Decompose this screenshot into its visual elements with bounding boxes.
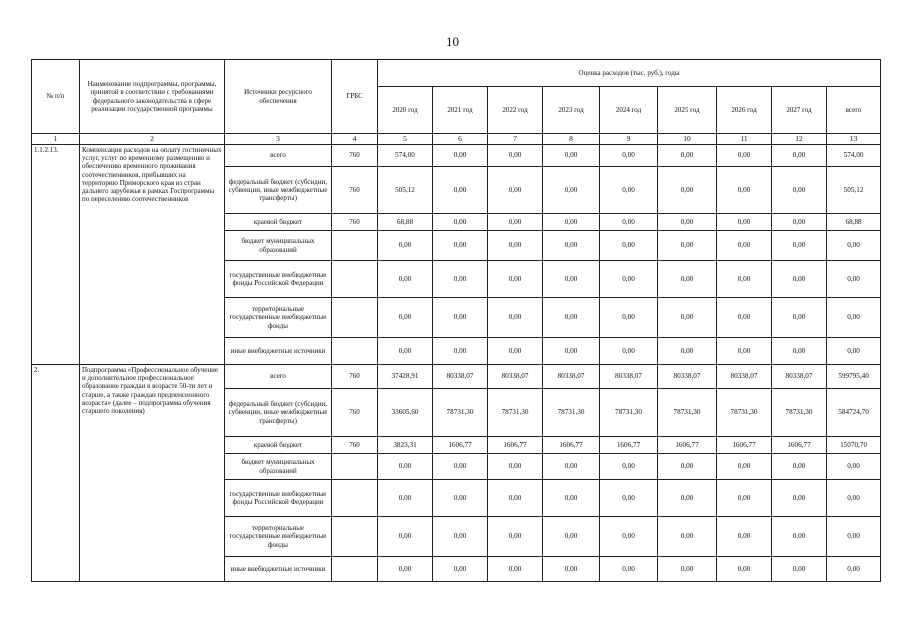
year-value: 0,00: [600, 231, 658, 261]
year-value: 0,00: [772, 517, 827, 557]
year-value: 0,00: [433, 557, 488, 582]
column-index: 3: [225, 134, 332, 145]
total-value: 68,88: [827, 214, 881, 231]
funding-source: всего: [225, 365, 332, 389]
year-value: 0,00: [378, 454, 433, 480]
column-index: 2: [80, 134, 225, 145]
grbs-code: 760: [332, 145, 378, 167]
total-value: 0,00: [827, 454, 881, 480]
column-index: 9: [600, 134, 658, 145]
year-value: 0,00: [600, 214, 658, 231]
header-estimate: Оценка расходов (тыс. руб.), годы: [378, 60, 881, 87]
year-value: 0,00: [543, 214, 600, 231]
year-value: 0,00: [717, 517, 772, 557]
year-value: 0,00: [543, 454, 600, 480]
year-value: 1606,77: [772, 437, 827, 454]
year-value: 0,00: [433, 298, 488, 338]
year-value: 0,00: [717, 298, 772, 338]
year-value: 0,00: [717, 167, 772, 214]
column-index: 11: [717, 134, 772, 145]
grbs-code: 760: [332, 167, 378, 214]
year-value: 80338,07: [658, 365, 717, 389]
year-value: 0,00: [378, 338, 433, 365]
year-value: 68,88: [378, 214, 433, 231]
year-value: 0,00: [433, 167, 488, 214]
year-value: 0,00: [772, 480, 827, 517]
year-value: 37428,91: [378, 365, 433, 389]
year-value: 0,00: [378, 557, 433, 582]
header-year: 2027 год: [772, 87, 827, 134]
year-value: 0,00: [378, 517, 433, 557]
funding-source: бюджет муниципальных образований: [225, 231, 332, 261]
year-value: 0,00: [772, 261, 827, 298]
year-value: 0,00: [717, 145, 772, 167]
year-value: 0,00: [543, 557, 600, 582]
grbs-code: 760: [332, 214, 378, 231]
year-value: 0,00: [378, 298, 433, 338]
year-value: 0,00: [772, 231, 827, 261]
funding-source: краевой бюджет: [225, 214, 332, 231]
year-value: 0,00: [658, 517, 717, 557]
total-value: 584724,70: [827, 389, 881, 437]
year-value: 0,00: [658, 214, 717, 231]
year-value: 80338,07: [717, 365, 772, 389]
year-value: 0,00: [600, 557, 658, 582]
year-value: 0,00: [658, 454, 717, 480]
year-value: 0,00: [717, 454, 772, 480]
total-value: 0,00: [827, 480, 881, 517]
year-value: 0,00: [658, 167, 717, 214]
year-value: 80338,07: [772, 365, 827, 389]
year-value: 80338,07: [543, 365, 600, 389]
year-value: 0,00: [378, 480, 433, 517]
total-value: 0,00: [827, 261, 881, 298]
year-value: 78731,30: [772, 389, 827, 437]
year-value: 0,00: [600, 480, 658, 517]
funding-source: иные внебюджетные источники: [225, 557, 332, 582]
year-value: 0,00: [600, 145, 658, 167]
year-value: 0,00: [658, 557, 717, 582]
funding-source: бюджет муниципальных образований: [225, 454, 332, 480]
year-value: 0,00: [658, 261, 717, 298]
header-index-row: [32, 134, 881, 145]
header-year: всего: [827, 87, 881, 134]
header-year: 2021 год: [433, 87, 488, 134]
year-value: 0,00: [433, 338, 488, 365]
year-value: 0,00: [433, 231, 488, 261]
year-value: 78731,30: [488, 389, 543, 437]
total-value: 0,00: [827, 231, 881, 261]
year-value: 0,00: [600, 167, 658, 214]
year-value: 80338,07: [488, 365, 543, 389]
funding-source: государственные внебюджетные фонды Российской Федерации: [225, 261, 332, 298]
column-index: 6: [433, 134, 488, 145]
column-index: 12: [772, 134, 827, 145]
funding-source: федеральный бюджет (субсидии, субвенции, иные межбюджетные трансферты): [225, 167, 332, 214]
year-value: 1606,77: [600, 437, 658, 454]
column-index: 7: [488, 134, 543, 145]
total-value: 0,00: [827, 338, 881, 365]
year-value: 0,00: [772, 454, 827, 480]
grbs-code: [332, 517, 378, 557]
year-value: 3823,31: [378, 437, 433, 454]
year-value: 0,00: [600, 298, 658, 338]
year-value: 0,00: [488, 231, 543, 261]
year-value: 0,00: [488, 298, 543, 338]
header-num: № п/п: [32, 60, 80, 134]
year-value: 1606,77: [658, 437, 717, 454]
year-value: 0,00: [378, 231, 433, 261]
year-value: 0,00: [658, 298, 717, 338]
column-index: 1: [32, 134, 80, 145]
year-value: 0,00: [488, 480, 543, 517]
header-year: 2023 год: [543, 87, 600, 134]
grbs-code: 760: [332, 365, 378, 389]
year-value: 0,00: [488, 454, 543, 480]
year-value: 78731,30: [600, 389, 658, 437]
year-value: 0,00: [772, 298, 827, 338]
grbs-code: [332, 480, 378, 517]
year-value: 0,00: [543, 517, 600, 557]
funding-source: федеральный бюджет (субсидии, субвенции, иные межбюджетные трансферты): [225, 389, 332, 437]
funding-source: государственные внебюджетные фонды Российской Федерации: [225, 480, 332, 517]
year-value: 0,00: [543, 298, 600, 338]
program-name: Подпрограмма «Профессиональное обучение и дополнительное профессиональное образование граждан в возрасте 50-ти лет и старше, а также граждан предпенсионного возраста» (далее – подпрограмма обучения старшего поколения): [80, 365, 225, 582]
year-value: 1606,77: [543, 437, 600, 454]
year-value: 0,00: [433, 145, 488, 167]
year-value: 0,00: [717, 338, 772, 365]
year-value: 1606,77: [717, 437, 772, 454]
year-value: 78731,30: [543, 389, 600, 437]
header-sources: Источники ресурсного обеспечения: [225, 60, 332, 134]
row-number: 1.1.2.13.: [32, 145, 80, 365]
grbs-code: [332, 454, 378, 480]
year-value: 0,00: [543, 261, 600, 298]
year-value: 0,00: [658, 338, 717, 365]
year-value: 0,00: [658, 231, 717, 261]
column-index: 5: [378, 134, 433, 145]
column-index: 10: [658, 134, 717, 145]
year-value: 0,00: [488, 261, 543, 298]
grbs-code: 760: [332, 437, 378, 454]
year-value: 0,00: [717, 480, 772, 517]
year-value: 1606,77: [488, 437, 543, 454]
year-value: 0,00: [543, 145, 600, 167]
year-value: 0,00: [772, 167, 827, 214]
year-value: 0,00: [772, 557, 827, 582]
grbs-code: [332, 557, 378, 582]
total-value: 505,12: [827, 167, 881, 214]
year-value: 0,00: [543, 480, 600, 517]
year-value: 0,00: [433, 261, 488, 298]
year-value: 0,00: [717, 557, 772, 582]
year-value: 0,00: [433, 517, 488, 557]
grbs-code: [332, 298, 378, 338]
year-value: 0,00: [600, 261, 658, 298]
table-row: [32, 145, 881, 167]
total-value: 0,00: [827, 517, 881, 557]
program-name: Компенсация расходов на оплату гостиничных услуг, услуг по временному размещению и обеспечению временного проживания соотечественников, прибывших на территорию Приморского края из стран дальнего зарубежья в рамках Госпрограммы по переселению соотечественников: [80, 145, 225, 365]
header-year: 2024 год: [600, 87, 658, 134]
total-value: 15070,70: [827, 437, 881, 454]
year-value: 574,00: [378, 145, 433, 167]
year-value: 0,00: [717, 231, 772, 261]
year-value: 0,00: [772, 214, 827, 231]
header-year: 2026 год: [717, 87, 772, 134]
header-name: Наименование подпрограммы, программы, принятой в соответствии с требованиями федерального законодательства в сфере реализации государственной программы: [80, 60, 225, 134]
year-value: 0,00: [600, 454, 658, 480]
budget-table: [31, 59, 881, 582]
total-value: 0,00: [827, 298, 881, 338]
year-value: 0,00: [488, 145, 543, 167]
header-year: 2025 год: [658, 87, 717, 134]
year-value: 0,00: [772, 338, 827, 365]
year-value: 0,00: [543, 231, 600, 261]
column-index: 13: [827, 134, 881, 145]
grbs-code: [332, 338, 378, 365]
year-value: 78731,30: [658, 389, 717, 437]
year-value: 0,00: [488, 517, 543, 557]
year-value: 0,00: [600, 338, 658, 365]
year-value: 80338,07: [433, 365, 488, 389]
year-value: 0,00: [717, 214, 772, 231]
year-value: 0,00: [488, 167, 543, 214]
year-value: 0,00: [433, 480, 488, 517]
year-value: 505,12: [378, 167, 433, 214]
table-row: [32, 365, 881, 389]
table-body: [32, 145, 881, 582]
year-value: 0,00: [543, 338, 600, 365]
year-value: 78731,30: [717, 389, 772, 437]
row-number: 2.: [32, 365, 80, 582]
column-index: 8: [543, 134, 600, 145]
header-year: 2022 год: [488, 87, 543, 134]
column-index: 4: [332, 134, 378, 145]
header-year: 2020 год: [378, 87, 433, 134]
funding-source: территориальные государственные внебюджетные фонды: [225, 517, 332, 557]
grbs-code: [332, 231, 378, 261]
year-value: 78731,30: [433, 389, 488, 437]
total-value: 599795,40: [827, 365, 881, 389]
year-value: 0,00: [433, 454, 488, 480]
year-value: 0,00: [433, 214, 488, 231]
page-number: 10: [446, 34, 459, 49]
total-value: 0,00: [827, 557, 881, 582]
grbs-code: [332, 261, 378, 298]
year-value: 33605,60: [378, 389, 433, 437]
year-value: 0,00: [658, 480, 717, 517]
funding-source: иные внебюджетные источники: [225, 338, 332, 365]
year-value: 0,00: [600, 517, 658, 557]
year-value: 0,00: [488, 338, 543, 365]
year-value: 1606,77: [433, 437, 488, 454]
funding-source: краевой бюджет: [225, 437, 332, 454]
grbs-code: 760: [332, 389, 378, 437]
year-value: 0,00: [717, 261, 772, 298]
total-value: 574,00: [827, 145, 881, 167]
funding-source: всего: [225, 145, 332, 167]
year-value: 0,00: [543, 167, 600, 214]
year-value: 80338,07: [600, 365, 658, 389]
year-value: 0,00: [488, 214, 543, 231]
funding-source: территориальные государственные внебюджетные фонды: [225, 298, 332, 338]
year-value: 0,00: [378, 261, 433, 298]
year-value: 0,00: [488, 557, 543, 582]
header-grbs: ГРБС: [332, 60, 378, 134]
year-value: 0,00: [658, 145, 717, 167]
year-value: 0,00: [772, 145, 827, 167]
